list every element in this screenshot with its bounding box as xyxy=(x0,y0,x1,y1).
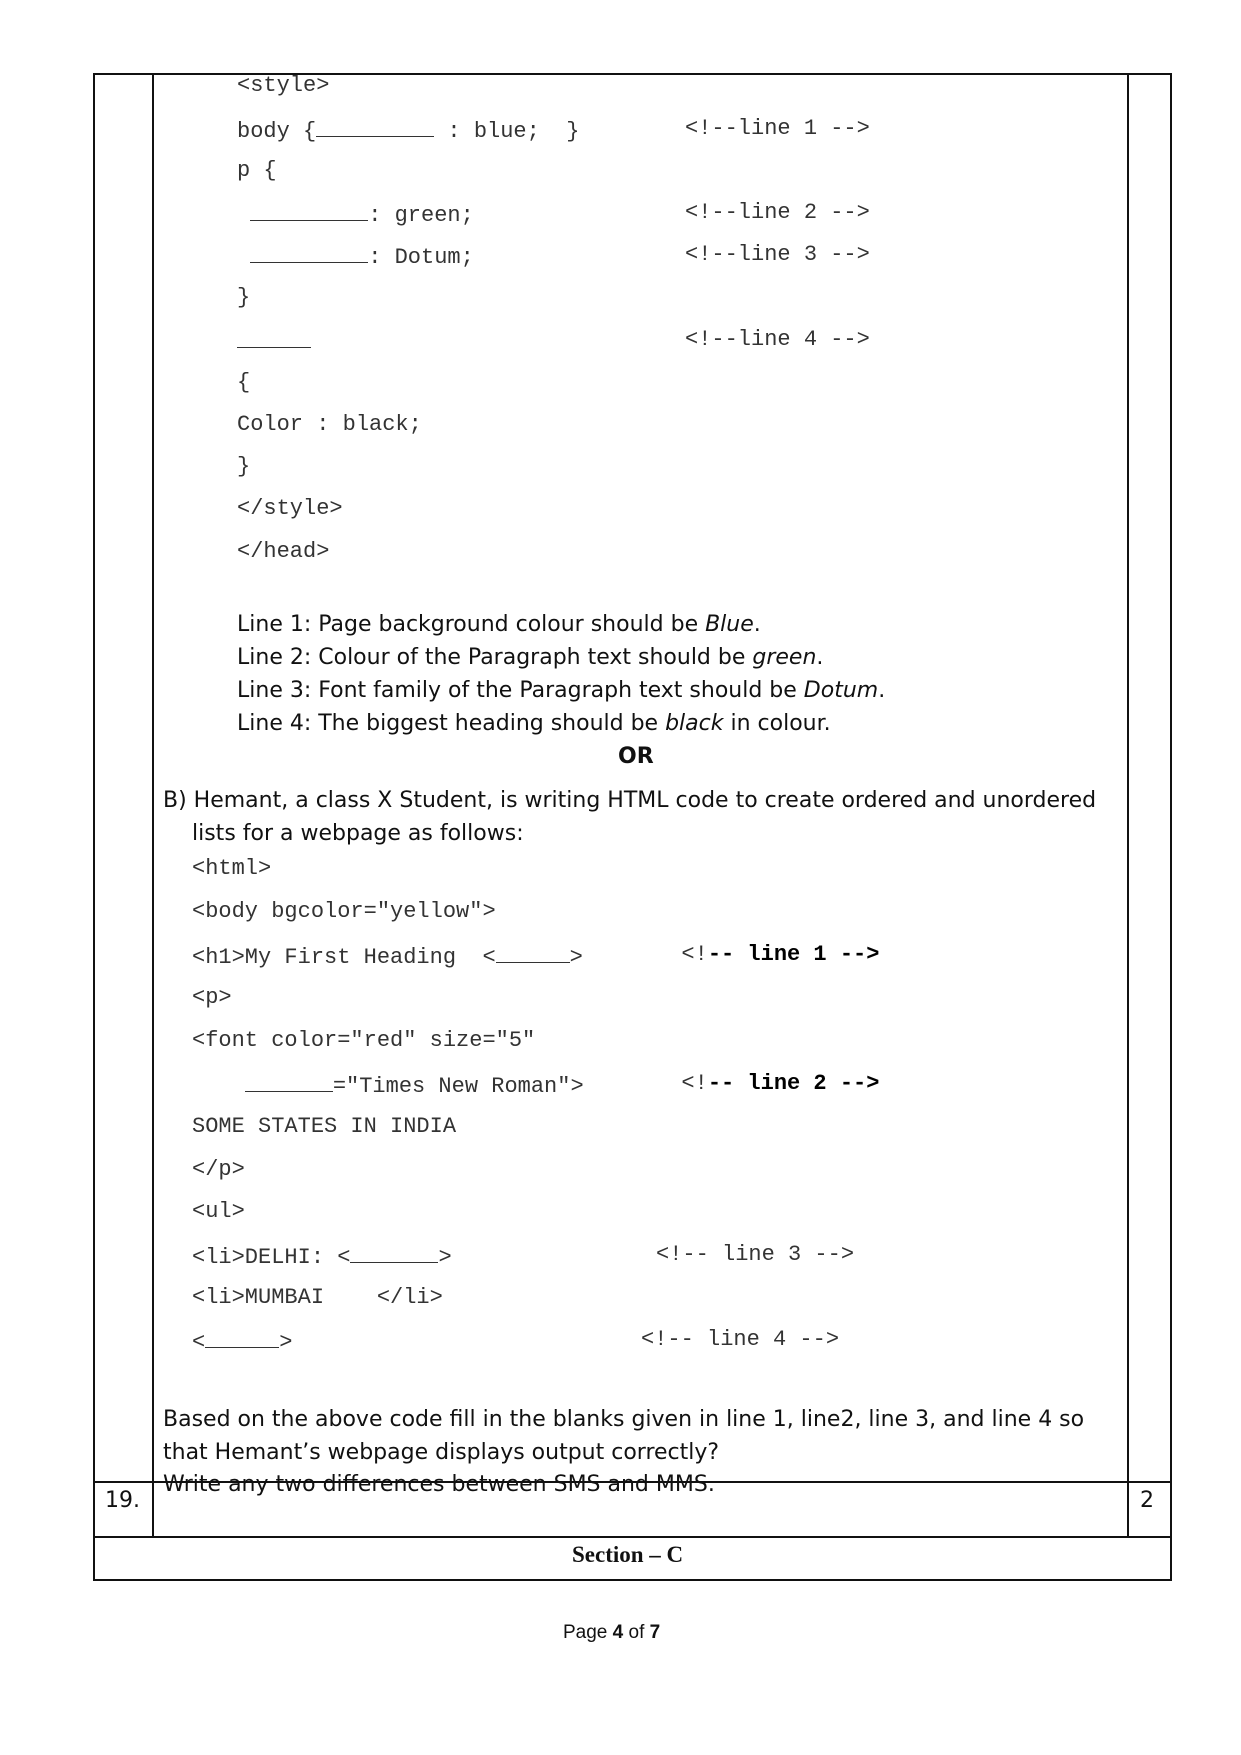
part-b-intro: B) Hemant, a class X Student, is writing HTML code to create ordered and unordered xyxy=(163,788,1097,813)
code-text xyxy=(192,1074,245,1099)
table-border-right xyxy=(1170,73,1172,1581)
code-text: <h1>My First Heading < xyxy=(192,945,496,970)
table-col-divider-marks xyxy=(1127,73,1129,1537)
comment-line-1: <!-- line 1 --> xyxy=(655,942,880,967)
part-b-question: Based on the above code fill in the blanks given in line 1, line2, line 3, and line 4 so xyxy=(163,1407,1085,1432)
comment-line-2: <!--line 2 --> xyxy=(685,200,870,225)
code-text xyxy=(237,203,250,228)
fill-blank xyxy=(350,1242,438,1263)
code-line: } xyxy=(237,454,251,479)
table-border-bottom xyxy=(93,1579,1172,1581)
code-line: <font color="red" size="5" xyxy=(192,1028,536,1053)
page-number: Page 4 of 7 xyxy=(563,1622,661,1643)
section-heading: Section – C xyxy=(572,1542,684,1567)
comment-line-3: <!--line 3 --> xyxy=(685,242,870,267)
fill-blank xyxy=(250,242,368,263)
question-text: Write any two differences between SMS and MMS. xyxy=(163,1472,715,1497)
code-text: < xyxy=(192,1330,206,1355)
code-line-blank-2 xyxy=(237,200,474,229)
code-text: > xyxy=(438,1245,452,1270)
instruction-line: Line 2: Colour of the Paragraph text should be green. xyxy=(237,645,824,670)
code-text: : Dotum; xyxy=(368,245,474,270)
code-line-blank-4 xyxy=(192,1327,292,1356)
comment-line-3: <!-- line 3 --> xyxy=(656,1242,855,1267)
code-line-blank-3 xyxy=(237,242,474,271)
comment-line-1: <!--line 1 --> xyxy=(685,116,870,141)
question-number: 19. xyxy=(105,1488,140,1513)
question-marks: 2 xyxy=(1140,1488,1154,1513)
code-line: Color : black; xyxy=(237,412,422,437)
comment-line-4: <!--line 4 --> xyxy=(685,327,870,352)
instruction-line: Line 4: The biggest heading should be black in colour. xyxy=(237,711,831,736)
part-b-intro-cont: lists for a webpage as follows: xyxy=(192,821,524,846)
code-line: <style> xyxy=(237,73,330,98)
comment-line-4: <!-- line 4 --> xyxy=(641,1327,840,1352)
code-line: <p> xyxy=(192,985,232,1010)
code-line: p { xyxy=(237,158,277,183)
fill-blank xyxy=(316,116,434,137)
comment-line-2: <!-- line 2 --> xyxy=(655,1071,880,1096)
code-line: } xyxy=(237,285,251,310)
code-line-blank-2 xyxy=(192,1071,584,1100)
fill-blank xyxy=(245,1071,333,1092)
code-line: { xyxy=(237,370,251,395)
code-line-blank-1 xyxy=(237,116,579,145)
code-line: <li>MUMBAI </li> xyxy=(192,1285,443,1310)
fill-blank xyxy=(237,327,311,348)
code-text: <li>DELHI: < xyxy=(192,1245,351,1270)
code-line: SOME STATES IN INDIA xyxy=(192,1114,457,1139)
code-line-blank-1 xyxy=(192,942,583,971)
code-text: > xyxy=(279,1330,293,1355)
code-line: <ul> xyxy=(192,1199,245,1224)
table-col-divider-number xyxy=(152,73,154,1537)
code-line: </style> xyxy=(237,496,343,521)
code-text: : green; xyxy=(368,203,474,228)
code-line: </p> xyxy=(192,1157,245,1182)
code-text: ="Times New Roman"> xyxy=(332,1074,584,1099)
part-b-question-cont: that Hemant’s webpage displays output correctly? xyxy=(163,1440,720,1465)
code-text: body { xyxy=(237,119,317,144)
instruction-line: Line 3: Font family of the Paragraph text should be Dotum. xyxy=(237,678,886,703)
code-line: <body bgcolor="yellow"> xyxy=(192,899,496,924)
fill-blank xyxy=(496,942,570,963)
code-line-blank-3 xyxy=(192,1242,452,1271)
instruction-line: Line 1: Page background colour should be Blue. xyxy=(237,612,761,637)
table-border-left xyxy=(93,73,95,1581)
code-line: <html> xyxy=(192,856,272,881)
code-line-blank-4 xyxy=(237,327,311,356)
table-row-divider-section xyxy=(93,1536,1172,1538)
code-text: : blue; } xyxy=(434,119,580,144)
or-separator: OR xyxy=(618,744,654,769)
code-text: > xyxy=(569,945,583,970)
fill-blank xyxy=(205,1327,279,1348)
code-text xyxy=(237,245,250,270)
code-line: </head> xyxy=(237,539,330,564)
fill-blank xyxy=(250,200,368,221)
